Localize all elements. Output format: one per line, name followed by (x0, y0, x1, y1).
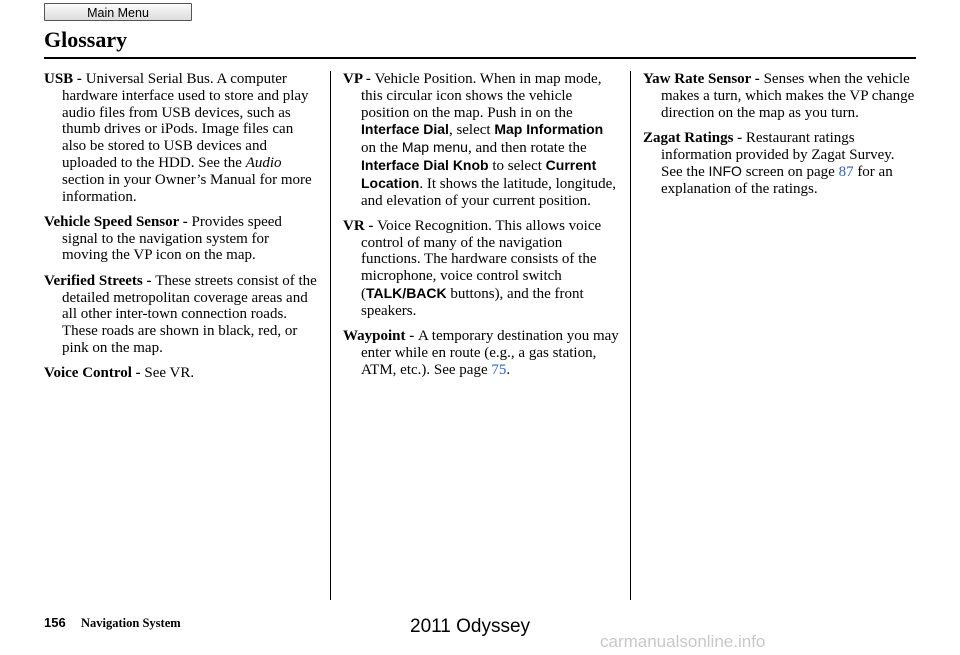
term-voice-control: Voice Control - (44, 365, 145, 382)
definition-text: Vehicle Position. When in map mode, this circular icon shows the vehicle position on the map. Push in on the (361, 71, 602, 121)
column-divider (330, 71, 331, 600)
definition-text: Senses when the vehicle makes a turn, which makes the VP change direction on the map as you turn. (661, 71, 915, 121)
definition-text: These streets consist of the detailed metropolitan coverage areas and all other inter-town connection roads. These roads are shown in black, red, or pink on the map. (62, 272, 317, 356)
glossary-column-2 (343, 71, 619, 387)
definition-text: screen on page (741, 164, 839, 181)
definition-text: A temporary destination you may enter while en route (e.g., a gas station, ATM, etc.). See page (361, 328, 619, 378)
glossary-column-1 (44, 71, 318, 391)
term-vp: VP - (343, 71, 375, 87)
term-yaw-rate-sensor: Yaw Rate Sensor - (643, 71, 764, 87)
italic-reference: Audio (245, 154, 282, 171)
definition-text: buttons), and the front speakers. (361, 286, 584, 319)
definition-text: Provides speed signal to the navigation system for moving the VP icon on the map. (62, 213, 282, 264)
definition-text: to select (488, 157, 546, 174)
screen-name: INFO (708, 163, 742, 180)
page-number: 156 (44, 615, 66, 630)
glossary-column-3 (643, 71, 919, 207)
watermark: carmanualsonline.info (600, 632, 766, 651)
term-vehicle-speed-sensor: Vehicle Speed Sensor - (44, 213, 192, 230)
definition-text: . (506, 361, 511, 378)
title-divider (44, 57, 916, 59)
main-menu-button[interactable]: Main Menu (44, 3, 192, 21)
control-name: Interface Dial (361, 121, 449, 138)
term-verified-streets: Verified Streets - (44, 272, 156, 289)
glossary-entry-vehicle-speed-sensor (44, 214, 318, 264)
definition-text: for an explanation of the ratings. (661, 164, 893, 198)
definition-text: . It shows the latitude, longitude, and elevation of your current position. (361, 175, 616, 209)
term-zagat-ratings: Zagat Ratings - (643, 129, 746, 146)
page-link-87[interactable]: 87 (838, 164, 854, 181)
column-divider (630, 71, 631, 600)
definition-text: Universal Serial Bus. A computer hardware interface used to store and play audio files from USB devices, such as thumb drives or iPods. Image files can also be stored to USB devices and uploaded to the HDD. See the (62, 71, 309, 171)
glossary-entry-usb (44, 71, 318, 205)
section-name: Navigation System (81, 616, 181, 630)
definition-text: Voice Recognition. This allows voice control of many of the navigation functions. The hardware consists of the microphone, voice control switch ( (361, 217, 602, 303)
definition-text: See VR. (144, 365, 195, 382)
control-separator: / (402, 285, 407, 302)
definition-text: , and then rotate the (467, 140, 587, 157)
control-name: Current Location (361, 156, 597, 191)
glossary-entry-vp (343, 71, 619, 209)
menu-name: Map menu (401, 139, 468, 156)
control-name: TALK (366, 285, 403, 302)
control-name: Interface Dial Knob (361, 156, 489, 173)
page-title: Glossary (44, 27, 128, 52)
glossary-entry-zagat-ratings (643, 130, 919, 198)
definition-text: section in your Owner’s Manual for more information. (62, 171, 312, 205)
definition-text: , select (448, 122, 495, 139)
glossary-entry-verified-streets (44, 273, 318, 357)
glossary-entry-waypoint (343, 328, 619, 378)
term-vr: VR - (343, 217, 378, 234)
definition-text: Restaurant ratings information provided by Zagat Survey. See the (661, 129, 895, 181)
page-link-75[interactable]: 75 (491, 361, 507, 378)
glossary-entry-voice-control (44, 365, 318, 382)
term-waypoint: Waypoint - (343, 328, 419, 345)
control-name: Map Information (494, 121, 604, 138)
term-usb: USB - (44, 71, 86, 87)
glossary-entry-yaw-rate-sensor (643, 71, 919, 121)
control-name: BACK (406, 285, 447, 302)
definition-text: on the (361, 140, 402, 157)
glossary-entry-vr (343, 218, 619, 320)
model-name: 2011 Odyssey (410, 616, 531, 637)
